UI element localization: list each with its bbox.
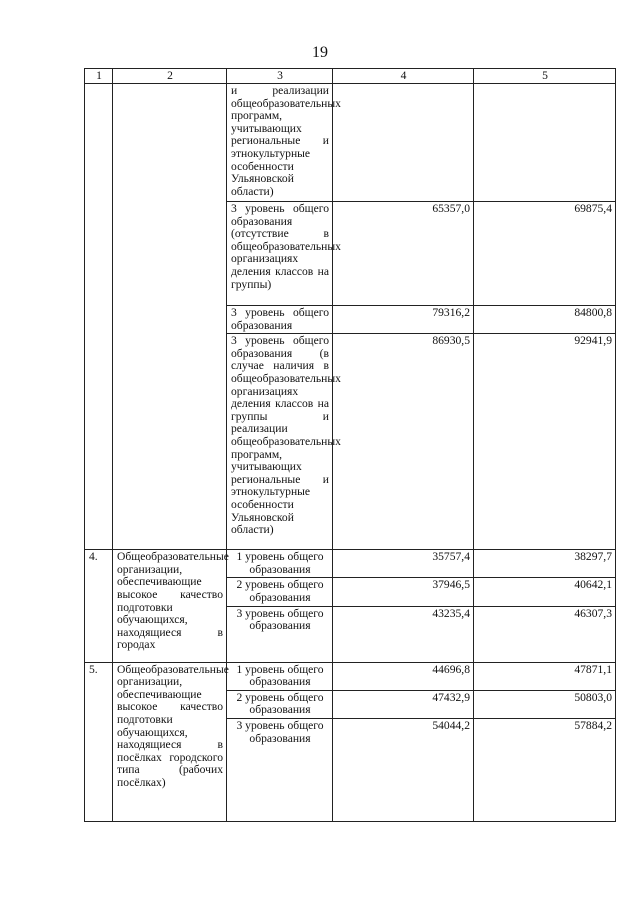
cell-value-2023: 44696,8 xyxy=(333,662,474,690)
cell-org-empty xyxy=(113,84,227,550)
column-header-2: 2 xyxy=(113,69,227,84)
column-header-5: 5 xyxy=(474,69,616,84)
cell-level: 1 уровень общего образования xyxy=(227,550,333,578)
table-header xyxy=(85,69,616,84)
cell-value-2024: 46307,3 xyxy=(474,606,616,662)
cell-value-2023: 86930,5 xyxy=(333,334,474,550)
cell-value-2023: 54044,2 xyxy=(333,718,474,821)
cell-value-2023: 43235,4 xyxy=(333,606,474,662)
cell-level: 2 уровень общего образования xyxy=(227,690,333,718)
cell-level: 2 уровень общего образования xyxy=(227,578,333,606)
table-row xyxy=(85,662,616,690)
cell-value-2024: 40642,1 xyxy=(474,578,616,606)
cell-value-2023: 37946,5 xyxy=(333,578,474,606)
cell-level-continuation: и реализации общеобразовательных программ, учитывающих региональные и этнокультурные особенности Ульяновской области) xyxy=(227,84,333,202)
cell-level: 3 уровень общего образования xyxy=(227,306,333,334)
cell-value-empty xyxy=(333,84,474,202)
cell-value-empty xyxy=(474,84,616,202)
cell-value-2024: 92941,9 xyxy=(474,334,616,550)
table-row xyxy=(85,84,616,202)
column-header-4: 4 xyxy=(333,69,474,84)
column-header-1: 1 xyxy=(85,69,113,84)
cell-level: 3 уровень общего образования xyxy=(227,718,333,821)
column-header-3: 3 xyxy=(227,69,333,84)
cell-value-2024: 84800,8 xyxy=(474,306,616,334)
cell-level: 3 уровень общего образования xyxy=(227,606,333,662)
cell-value-2024: 57884,2 xyxy=(474,718,616,821)
cell-value-2024: 47871,1 xyxy=(474,662,616,690)
cell-value-2024: 38297,7 xyxy=(474,550,616,578)
cell-value-2023: 35757,4 xyxy=(333,550,474,578)
cell-value-2023: 79316,2 xyxy=(333,306,474,334)
cell-value-2023: 65357,0 xyxy=(333,202,474,306)
cell-value-2024: 69875,4 xyxy=(474,202,616,306)
cell-level: 3 уровень общего образования (в случае наличия в общеобразовательных организациях деления классов на группы и реализации общеобразовательных программ, учитывающих региональные и этнокультурные особенности Ульяновской области) xyxy=(227,334,333,550)
tariff-table xyxy=(84,68,616,822)
cell-index: 4. xyxy=(85,550,113,662)
cell-index: 5. xyxy=(85,662,113,821)
page-number: 19 xyxy=(312,44,328,61)
cell-level: 1 уровень общего образования xyxy=(227,662,333,690)
cell-level: 3 уровень общего образования (отсутствие в общеобразовательных организациях деления классов на группы) xyxy=(227,202,333,306)
cell-value-2024: 50803,0 xyxy=(474,690,616,718)
cell-org-type: Общеобразовательные организации, обеспечивающие высокое качество подготовки обучающихся, находящиеся в городах xyxy=(113,550,227,662)
cell-index-empty xyxy=(85,84,113,550)
table-row xyxy=(85,550,616,578)
cell-org-type: Общеобразовательные организации, обеспечивающие высокое качество подготовки обучающихся, находящиеся в посёлках городского типа (рабочих посёлках) xyxy=(113,662,227,821)
cell-value-2023: 47432,9 xyxy=(333,690,474,718)
